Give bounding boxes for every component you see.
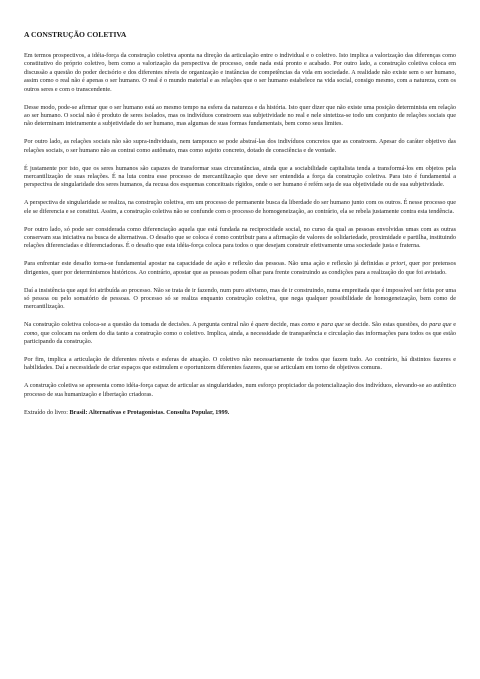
paragraph-text: A construção coletiva se apresenta como idéia-força capaz de articular as singularidades, num esforço propiciador da potencialização dos indivíduos, elevando-se ao autêntico processo de sua humanização e libertação criadoras. — [24, 382, 456, 398]
document-body — [24, 52, 456, 399]
paragraph-text: Por outro lado, as relações sociais não são supra-individuais, nem tampouco se pode abstraí-las dos indivíduos concretos que as constroem. Apesar do caráter objetivo das relações sociais, o ser humano não as contrai como autômato, mas como sujeito concreto, dotado de consciência e de vontade. — [24, 138, 456, 154]
paragraph-text: Para enfrentar este desafio torna-se fundamental apostar na capacidade de ação e reflexão das pessoas. Não uma ação e reflexão já definidas — [24, 260, 386, 268]
paragraph-text: Na construção coletiva coloca-se a questão da tomada de decisões. A pergunta central não é — [24, 321, 256, 329]
paragraph — [24, 321, 456, 346]
italic-text: para que — [321, 321, 344, 329]
document-page — [24, 30, 456, 417]
paragraph-text: decide, mas — [268, 321, 302, 329]
paragraph-text: É justamente por isto, que os seres humanos são capazes de transformar suas circunstâncias, ainda que a sociabilidade capitalista tenda a transformá-los em objetos pela mercantilização de suas relações. É na luta contra esse processo de mercantilização que deve ser entendida a força da construção coletiva. Para isto é fundamental a perspectiva de singularidade dos seres humanos, da recusa dos esquemas conceituais rígidos, onde o ser humano é refém seja de sua objetividade ou de sua subjetividade. — [24, 164, 456, 189]
source-citation — [24, 409, 456, 417]
italic-text: quem — [255, 321, 269, 329]
paragraph — [24, 52, 456, 94]
paragraph — [24, 138, 456, 155]
italic-text: a priori — [385, 260, 406, 268]
paragraph-text: , quer por pretensos dirigentes, quer por determinismos históricos. Ao contrário, apostar que as pessoas podem olhar para frente construindo as condições para a realização do que foi avistado. — [24, 260, 456, 276]
paragraph-text: Por outro lado, só pode ser considerada como diferenciação aquela que está fundada na reciprocidade social, no curso da qual as pessoas envolvidas umas com as outras conservam sua iniciativa na busca de alternativas. O desafio que se coloca é como contribuir para a afirmação de valores de solidariedade, proximidade e partilha, instituindo relações diferenciadas e diferenciadoras. É o desafio que esta idéia-força coloca para todos o que desejam construir efetivamente uma sociedade justa e fraterna. — [24, 225, 456, 250]
paragraph — [24, 382, 456, 399]
source-prefix: Extraído do livro: — [24, 408, 70, 416]
paragraph — [24, 199, 456, 216]
paragraph — [24, 260, 456, 277]
paragraph-text: se decide. São estas questões, do — [343, 321, 430, 329]
paragraph — [24, 104, 456, 129]
paragraph — [24, 165, 456, 190]
paragraph-text: Desse modo, pode-se afirmar que o ser humano está ao mesmo tempo na esfera da natureza e da história. Isto quer dizer que não existe uma posição determinista em relação ao ser humano. O social não é produto de seres isolados, mas os indivíduos constroem sua subjetividade no real e nele sintetiza-se todo um conjunto de relações sociais que não determinam inteiramente a subjetividade do ser humano, mas algumas de suas formas fundamentais, bem como seus limites. — [24, 103, 456, 128]
paragraph-text: , que colocam na ordem do dia tanto a construção como o coletivo. Implica, ainda, a necessidade de transparência e circulação das informações para todos os que estão participando da construção. — [24, 329, 456, 346]
italic-text: para que — [429, 321, 452, 329]
paragraph-text: Em termos prospectivos, a idéia-força da construção coletiva aponta na direção da articulação entre o individual e o coletivo. Isto implica a valorização das diferenças como constitutivo do próprio coletivo, bem como a valorização da perspectiva de processo, onde nada está pronto e acabado. Por outro lado, a construção coletiva coloca em discussão a questão do poder decisório e dos diferentes níveis de organização e instâncias de competências da vida em sociedade. A realidade não existe sem o ser humano, assim como o real não é apenas o ser humano. O real é o mundo material e as relações que o ser humano estabelece na vida social, consigo mesmo, com a natureza, com os outros seres e com o transcendente. — [24, 52, 456, 93]
paragraph — [24, 356, 456, 373]
italic-text: como — [301, 321, 315, 329]
paragraph — [24, 287, 456, 312]
source-title: Brasil: Alternativas e Protagonistas. Consulta Popular, 1999. — [69, 408, 230, 416]
paragraph-text: A perspectiva de singularidade se realiza, na construção coletiva, em um processo de permanente busca da liberdade do ser humano junto com os outros. É nesse processo que ele se diferencia e se constitui. Assim, a construção coletiva não se confunde com o processo de homogeneização, ao contrário, ela se rebela justamente contra esta tendência. — [24, 199, 456, 215]
document-title: A CONSTRUÇÃO COLETIVA — [24, 30, 127, 39]
paragraph-text: Por fim, implica a articulação de diferentes níveis e esferas de atuação. O coletivo não necessariamente de todos que fazem tudo. Ao contrário, há distintos fazeres e habilidades. Daí a necessidade de criar espaços que estimulem e oportunizem diferentes fazeres, que se articulam em torno de objetivos comuns. — [24, 356, 456, 372]
paragraph-text: Daí a insistência que aqui foi atribuída ao processo. Não se trata de ir fazendo, num puro ativismo, mas de ir construindo, numa empreitada que é impossível ser feita por uma só pessoa ou pelo somatório de pessoas. O processo só se realiza enquanto construção coletiva, que nega qualquer possibilidade de homogeneização, bem como de mercantilização. — [24, 286, 456, 311]
paragraph-text: e — [314, 321, 322, 329]
paragraph-text: e — [451, 321, 457, 329]
paragraph — [24, 226, 456, 251]
italic-text: como — [24, 329, 38, 337]
